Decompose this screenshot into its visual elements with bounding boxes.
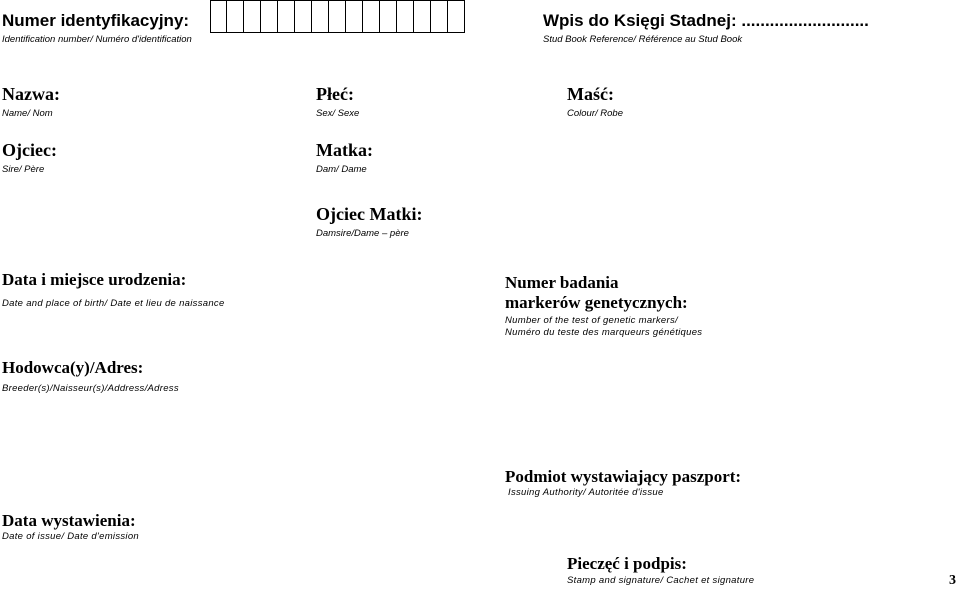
dam-label: Matka: — [316, 140, 373, 160]
markers-label-line2: markerów genetycznych: — [505, 293, 688, 312]
markers-sublabel-line1: Number of the test of genetic markers/ — [505, 315, 678, 326]
markers-sublabel-line2: Numéro du teste des marqueurs génétiques — [505, 327, 703, 338]
dam-field — [316, 140, 373, 176]
id-number-boxes[interactable] — [210, 0, 465, 33]
birth-field — [2, 270, 225, 310]
id-number-box[interactable] — [380, 0, 397, 33]
issue-date-sublabel: Date of issue/ Date d'emission — [2, 531, 140, 542]
colour-field — [567, 84, 623, 120]
id-number-box[interactable] — [227, 0, 244, 33]
markers-field — [505, 273, 702, 339]
id-number-section — [2, 11, 192, 46]
issue-date-label: Data wystawienia: — [2, 511, 136, 530]
id-number-box[interactable] — [448, 0, 465, 33]
birth-label: Data i miejsce urodzenia: — [2, 270, 187, 289]
stamp-label: Pieczęć i podpis: — [567, 554, 687, 573]
page-number: 3 — [949, 573, 956, 588]
name-sublabel: Name/ Nom — [2, 108, 53, 119]
issuing-authority-label: Podmiot wystawiający paszport: — [505, 467, 742, 486]
id-number-box[interactable] — [295, 0, 312, 33]
id-number-box[interactable] — [397, 0, 414, 33]
damsire-field — [316, 204, 422, 240]
damsire-label: Ojciec Matki: — [316, 204, 423, 224]
birth-sublabel: Date and place of birth/ Date et lieu de naissance — [2, 298, 225, 309]
sire-field — [2, 140, 57, 176]
sex-field — [316, 84, 359, 120]
colour-label: Maść: — [567, 84, 614, 104]
stamp-signature-field — [567, 554, 754, 587]
name-field — [2, 84, 60, 120]
id-number-box[interactable] — [244, 0, 261, 33]
id-number-sublabel: Identification number/ Numéro d'identification — [2, 34, 192, 45]
stud-book-label: Wpis do Księgi Stadnej: ........................... — [543, 11, 869, 30]
issuing-authority-sublabel: Issuing Authority/ Autoritée d'issue — [508, 487, 664, 498]
id-number-box[interactable] — [329, 0, 346, 33]
stud-book-sublabel: Stud Book Reference/ Référence au Stud Book — [543, 34, 743, 45]
colour-sublabel: Colour/ Robe — [567, 108, 623, 119]
id-number-box[interactable] — [261, 0, 278, 33]
breeder-sublabel: Breeder(s)/Naisseur(s)/Address/Adress — [2, 383, 179, 394]
issue-date-field — [2, 511, 139, 543]
breeder-field — [2, 358, 179, 395]
stud-book-section — [543, 11, 869, 46]
issuing-authority-field — [505, 467, 741, 499]
sex-sublabel: Sex/ Sexe — [316, 108, 360, 119]
markers-label-line1: Numer badania — [505, 273, 619, 292]
sex-label: Płeć: — [316, 84, 354, 104]
id-number-box[interactable] — [210, 0, 227, 33]
id-number-box[interactable] — [363, 0, 380, 33]
damsire-sublabel: Damsire/Dame – père — [316, 228, 409, 239]
sire-label: Ojciec: — [2, 140, 57, 160]
name-label: Nazwa: — [2, 84, 60, 104]
id-number-box[interactable] — [346, 0, 363, 33]
stamp-sublabel: Stamp and signature/ Cachet et signature — [567, 575, 755, 586]
sire-sublabel: Sire/ Père — [2, 164, 45, 175]
id-number-box[interactable] — [312, 0, 329, 33]
dam-sublabel: Dam/ Dame — [316, 164, 367, 175]
id-number-box[interactable] — [278, 0, 295, 33]
id-number-label: Numer identyfikacyjny: — [2, 11, 190, 30]
id-number-box[interactable] — [431, 0, 448, 33]
breeder-label: Hodowca(y)/Adres: — [2, 358, 144, 377]
id-number-box[interactable] — [414, 0, 431, 33]
